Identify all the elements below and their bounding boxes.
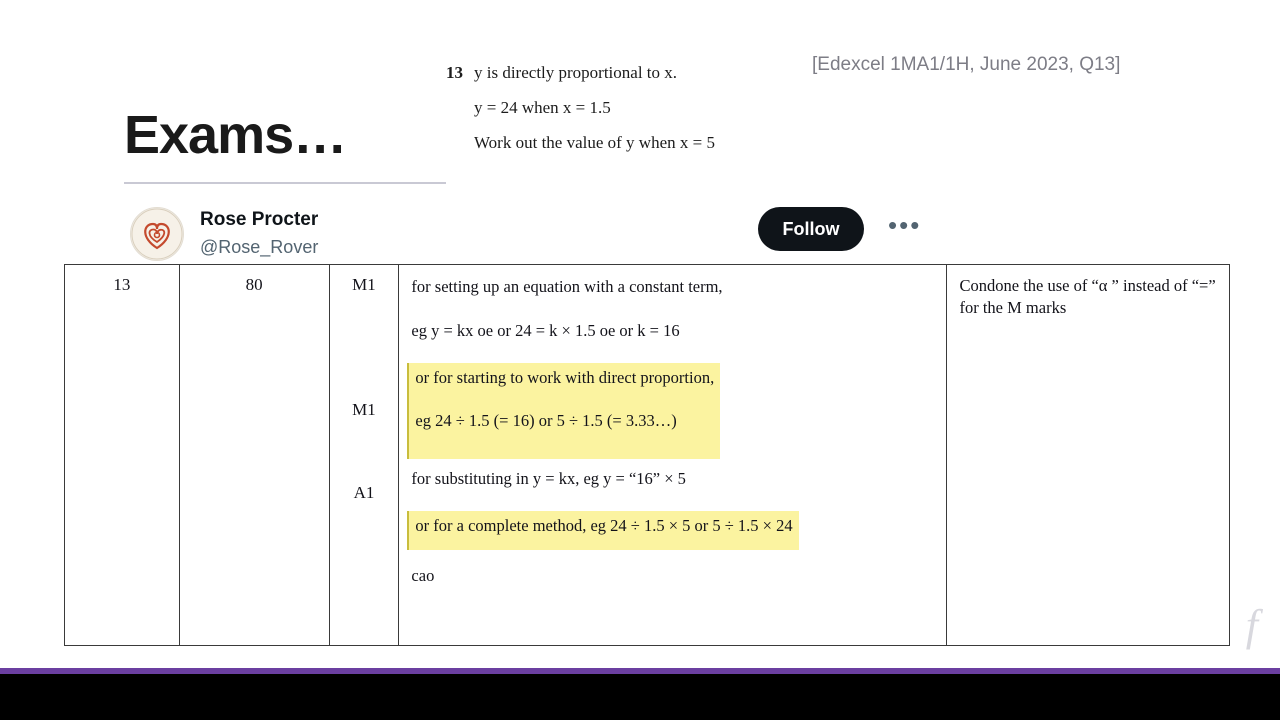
account-display-name: Rose Procter bbox=[200, 209, 319, 230]
column-marks bbox=[330, 265, 400, 645]
column-answer bbox=[180, 265, 330, 645]
note-text: eg 24 ÷ 1.5 (= 16) or 5 ÷ 1.5 (= 3.33…) bbox=[415, 411, 677, 430]
source-reference: [Edexcel 1MA1/1H, June 2023, Q13] bbox=[812, 54, 1121, 75]
title-divider bbox=[124, 182, 446, 184]
note-line bbox=[407, 564, 946, 608]
more-options-icon[interactable]: ••• bbox=[888, 210, 922, 240]
note-line bbox=[407, 467, 946, 511]
follow-button[interactable]: Follow bbox=[758, 207, 864, 251]
mark-code-1: M1 bbox=[352, 275, 376, 294]
note-text: cao bbox=[411, 566, 435, 585]
note-text: or for a complete method, eg 24 ÷ 1.5 × 5 or 5 ÷ 1.5 × 24 bbox=[415, 516, 793, 535]
note-row bbox=[415, 367, 714, 410]
notes-wrap bbox=[399, 265, 946, 608]
note-line bbox=[407, 319, 946, 363]
bottom-black-bar bbox=[0, 674, 1280, 720]
column-notes bbox=[399, 265, 947, 645]
mark-code-2: M1 bbox=[352, 400, 376, 419]
tweet-header bbox=[130, 203, 922, 265]
note-text: or for starting to work with direct proportion, bbox=[415, 368, 715, 387]
exam-question bbox=[446, 64, 806, 169]
note-text: eg y = kx oe or 24 = k × 1.5 oe or k = 16 bbox=[411, 321, 680, 340]
cell-answer: 80 bbox=[245, 275, 263, 294]
note-text: for setting up an equation with a constant term, bbox=[411, 277, 723, 296]
cell-question-number: 13 bbox=[113, 275, 131, 294]
highlighted-note-block-2 bbox=[407, 511, 798, 550]
extra-note: Condone the use of “α ” instead of “=” for the M marks bbox=[959, 276, 1216, 318]
question-line-3 bbox=[446, 134, 806, 151]
highlighted-note-block-1 bbox=[407, 363, 720, 459]
spiral-heart-avatar-icon bbox=[131, 208, 183, 260]
column-question-number bbox=[65, 265, 180, 645]
account-handle[interactable]: @Rose_Rover bbox=[200, 237, 319, 257]
mark-list bbox=[330, 265, 399, 525]
watermark-logo: f bbox=[1245, 601, 1258, 650]
question-text-3: Work out the value of y when x = 5 bbox=[474, 133, 715, 152]
question-line-1 bbox=[446, 64, 806, 81]
note-text: for substituting in y = kx, eg y = “16” × 5 bbox=[411, 469, 686, 488]
note-row bbox=[415, 515, 792, 544]
note-row bbox=[415, 410, 714, 453]
mark-scheme-table bbox=[64, 264, 1230, 646]
avatar[interactable] bbox=[130, 207, 184, 261]
note-line bbox=[407, 275, 946, 319]
question-number: 13 bbox=[446, 63, 463, 82]
page-title: Exams… bbox=[124, 105, 347, 165]
mark-code-3: A1 bbox=[353, 483, 375, 502]
question-line-2 bbox=[446, 99, 806, 116]
question-text-1: y is directly proportional to x. bbox=[474, 63, 678, 82]
column-extra-notes bbox=[947, 265, 1229, 645]
question-text-2: y = 24 when x = 1.5 bbox=[474, 98, 611, 117]
